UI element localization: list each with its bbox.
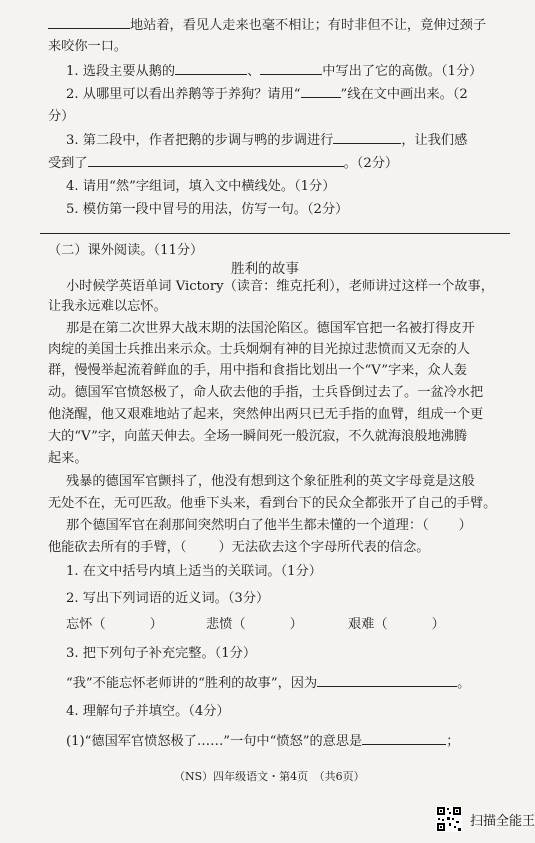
question-3-cont: 受到了 。（2分） [48, 156, 399, 171]
paragraph-line: 群，慢慢举起流着鲜血的手，用中指和食指比划出一个“V”字来，众人轰 [48, 363, 468, 378]
passage-line: 地站着，看见人走来也毫不相让；有时非但不让，竟伸过颈子 [48, 16, 486, 35]
paragraph-line: 动。德国军官愤怒极了，命人砍去他的手指，士兵昏倒过去了。一盆冷水把 [48, 385, 484, 400]
story-title: 胜利的故事 [231, 261, 299, 277]
question-4: 4. 理解句子并填空。（4分） [66, 704, 230, 719]
answer-blank[interactable] [317, 674, 457, 687]
question-3: 3. 把下列句子补充完整。（1分） [66, 646, 257, 661]
paragraph-line: 无处不在，无可匹敌。他垂下头来，看到台下的民众全都张开了自己的手臂。 [48, 496, 497, 511]
passage-line: 来咬你一口。 [48, 39, 128, 54]
question-3-sentence: “我”不能忘怀老师讲的“胜利的故事”，因为 。 [66, 676, 471, 691]
paragraph-line: 小时候学英语单词 Victory（读音：维克托利），老师讲过这样一个故事， [66, 279, 494, 294]
answer-blank[interactable] [260, 62, 322, 75]
question-3: 3. 第二段中，作者把鹅的步调与鸭的步调进行 ，让我们感 [66, 133, 468, 148]
question-2: 2. 从哪里可以看出养鹅等于养狗？请用“ ”线在文中画出来。（2 [66, 87, 468, 102]
word-item: 悲愤（ ） [206, 617, 303, 632]
underline-sample [301, 85, 341, 98]
paragraph-line: 大的“V”字，向蓝天伸去。全场一瞬间死一般沉寂，不久就海浪般地沸腾 [48, 429, 468, 444]
paragraph-line: 他浇醒，他又艰难地站了起来，突然伸出两只已无手指的血臂，组成一个更 [48, 407, 484, 422]
paragraph-line: 起来。 [48, 451, 88, 466]
question-1: 1. 在文中括号内填上适当的关联词。（1分） [66, 564, 322, 579]
qr-code-icon [436, 806, 462, 832]
paragraph-line: 残暴的德国军官颤抖了，他没有想到这个象征胜利的英文字母竟是这般 [66, 474, 475, 489]
answer-blank[interactable] [333, 131, 401, 144]
question-5: 5. 模仿第一段中冒号的用法，仿写一句。（2分） [66, 202, 349, 217]
answer-blank[interactable] [175, 62, 247, 75]
question-2: 2. 写出下列词语的近义词。（3分） [66, 591, 270, 606]
question-1: 1. 选段主要从鹅的 、 中写出了它的高傲。（1分） [66, 64, 483, 79]
page-footer: （NS）四年级语文・第4页 （共6页） [174, 770, 365, 783]
word-item: 艰难（ ） [348, 617, 445, 632]
paragraph-line: 肉绽的美国士兵推出来示众。士兵炯炯有神的目光掠过悲愤而又无奈的人 [48, 342, 470, 357]
paragraph-line: 那是在第二次世界大战末期的法国沦陷区。德国军官把一名被打得皮开 [66, 321, 475, 336]
scanner-app-label: 扫描全能王 [470, 814, 535, 829]
answer-blank[interactable] [88, 154, 344, 167]
answer-blank[interactable] [362, 732, 446, 745]
divider-line [40, 233, 510, 234]
question-2-cont: 分） [48, 109, 75, 124]
question-4: 4. 请用“然”字组词，填入文中横线处。（1分） [66, 179, 336, 194]
answer-blank[interactable] [48, 16, 130, 29]
section-heading: （二）课外阅读。（11分） [48, 243, 204, 258]
paragraph-line: 那个德国军官在刹那间突然明白了他半生都未懂的一个道理：（ ） [66, 518, 472, 533]
paragraph-line: 让我永远难以忘怀。 [48, 299, 167, 314]
paragraph-line: 他能砍去所有的手臂，（ ）无法砍去这个字母所代表的信念。 [48, 540, 430, 555]
question-4-1: (1)“德国军官愤怒极了……”一句中“愤怒”的意思是 ； [66, 734, 460, 749]
word-item: 忘怀（ ） [66, 617, 163, 632]
